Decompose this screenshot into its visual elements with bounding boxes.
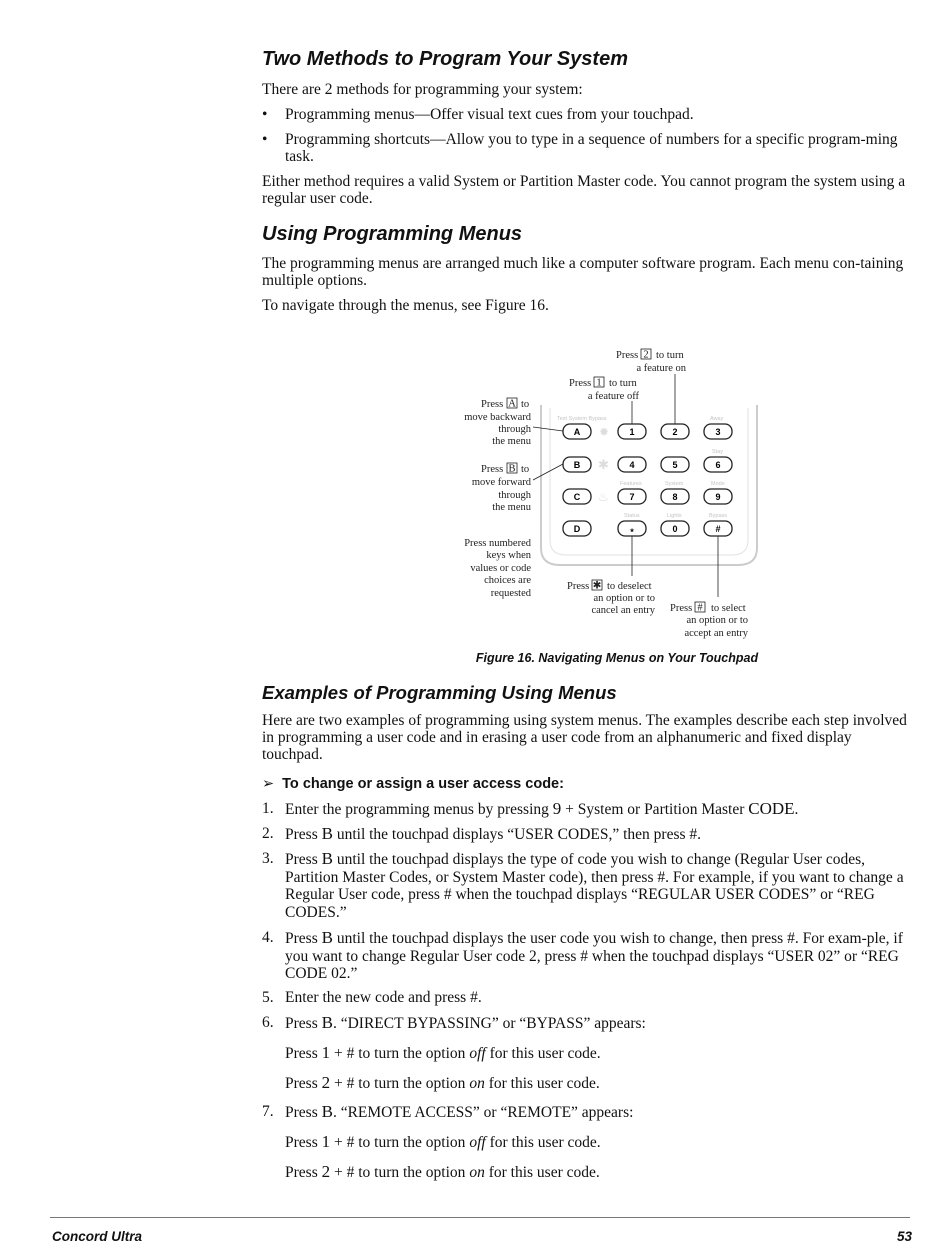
step-number: 4. <box>262 929 274 946</box>
svg-text:B: B <box>573 460 581 470</box>
callout-key-2 <box>616 349 687 374</box>
key-5[interactable] <box>661 457 689 472</box>
callout-key-b <box>472 463 532 513</box>
page-number: 53 <box>896 1229 912 1244</box>
heading-using-menus: Using Programming Menus <box>262 223 523 245</box>
svg-text:6: 6 <box>715 460 721 470</box>
faint-label: Mode <box>711 481 725 487</box>
key-6[interactable] <box>704 457 732 472</box>
svg-text:0: 0 <box>672 524 678 534</box>
footer-rule <box>50 1217 910 1218</box>
faint-label: System <box>665 481 684 487</box>
step-text: Press B until the touchpad displays “USER CODES,” then press #. <box>285 824 702 843</box>
svg-text:through: through <box>498 490 531 501</box>
callout-key-a <box>464 398 532 447</box>
key-4[interactable] <box>618 457 646 472</box>
paragraph-menus: The programming menus are arranged much like a computer software program. Each menu con-taining multiple options. <box>262 255 904 289</box>
key-0[interactable] <box>661 521 689 536</box>
faint-label: Stay <box>712 449 724 455</box>
key-b[interactable] <box>563 457 591 472</box>
faint-sun-icon: ✹ <box>599 425 610 439</box>
svg-text:cancel an entry: cancel an entry <box>591 605 655 616</box>
svg-text:Press numbered: Press numbered <box>464 538 531 549</box>
step-number: 2. <box>262 825 274 842</box>
callout-key-hash <box>670 602 749 639</box>
svg-text:to: to <box>521 464 530 475</box>
callout-numbered-keys <box>464 538 532 599</box>
paragraph-examples: Here are two examples of programming using system menus. The examples describe each step involved in programming a user code and in erasing a user code from an alphanumeric and fixed display touchpad. <box>262 712 907 763</box>
footer-title: Concord Ultra <box>52 1229 143 1244</box>
substep: Press 2 + # to turn the option on for this user code. <box>285 1073 600 1092</box>
bullet-mark: • <box>262 106 268 123</box>
svg-text:Press: Press <box>567 581 590 592</box>
faint-flame-icon: ♨ <box>598 490 609 504</box>
svg-text:A: A <box>508 398 516 410</box>
svg-text:move backward: move backward <box>464 412 531 423</box>
svg-text:Press: Press <box>670 603 693 614</box>
substep: Press 1 + # to turn the option off for this user code. <box>285 1132 601 1151</box>
svg-text:a feature off: a feature off <box>587 391 639 402</box>
svg-text:D: D <box>573 524 581 534</box>
key-9[interactable] <box>704 489 732 504</box>
step-text: Enter the new code and press #. <box>285 989 482 1006</box>
svg-text:Press: Press <box>569 378 592 389</box>
svg-text:Press: Press <box>481 399 504 410</box>
svg-text:3: 3 <box>715 427 721 437</box>
faint-star-icon: ✱ <box>598 457 609 472</box>
step-number: 1. <box>262 800 274 817</box>
paragraph-intro: There are 2 methods for programming your system: <box>262 81 583 98</box>
svg-text:#: # <box>715 524 721 534</box>
key-7[interactable] <box>618 489 646 504</box>
svg-text:an option or to: an option or to <box>593 593 655 604</box>
leader-line <box>533 427 563 431</box>
svg-text:values or code: values or code <box>470 563 531 574</box>
callout-key-1 <box>569 377 639 402</box>
svg-text:C: C <box>573 492 581 502</box>
step-number: 3. <box>262 850 274 867</box>
step-text: Enter the programming menus by pressing 9 + System or Partition Master CODE. <box>285 799 799 818</box>
step-number: 5. <box>262 989 274 1006</box>
faint-label: Status <box>624 513 640 519</box>
svg-text:the menu: the menu <box>492 502 531 513</box>
leader-line <box>533 464 563 480</box>
task-heading-text: To change or assign a user access code: <box>282 776 564 792</box>
svg-text:5: 5 <box>672 460 678 470</box>
key-hash[interactable] <box>704 521 732 536</box>
key-c[interactable] <box>563 489 591 504</box>
task-heading <box>262 776 564 792</box>
svg-text:to: to <box>521 399 530 410</box>
svg-text:A: A <box>573 427 581 437</box>
svg-text:*: * <box>630 527 634 537</box>
step-text: Press B until the touchpad displays the type of code you wish to change (Regular User codes, Partition Master Codes, or System Master code), then press #. For example, if you want to change a Regular User code, press # when the touchpad displays “REGULAR USER CODES” or “REG CODES.” <box>285 849 904 921</box>
svg-text:B: B <box>508 463 516 475</box>
step-number: 7. <box>262 1103 274 1120</box>
paragraph-requirement: Either method requires a valid System or Partition Master code. You cannot program the system using a regular user code. <box>262 173 906 207</box>
faint-label: Lights <box>667 513 682 519</box>
touchpad-figure <box>440 340 780 645</box>
svg-text:Press: Press <box>481 464 504 475</box>
svg-text:through: through <box>498 424 531 435</box>
key-a[interactable] <box>563 424 591 439</box>
step-text: Press B. “REMOTE ACCESS” or “REMOTE” appears: <box>285 1102 634 1121</box>
svg-text:2: 2 <box>643 349 649 361</box>
svg-text:2: 2 <box>672 427 678 437</box>
heading-two-methods: Two Methods to Program Your System <box>262 48 628 70</box>
svg-text:1: 1 <box>596 377 602 389</box>
svg-text:a feature on: a feature on <box>636 363 686 374</box>
figure-caption: Figure 16. Navigating Menus on Your Touchpad <box>475 651 759 665</box>
svg-text:to turn: to turn <box>609 378 637 389</box>
faint-label: Bypass <box>709 513 728 519</box>
svg-text:4: 4 <box>629 460 635 470</box>
faint-label: Test System Bypass <box>557 416 607 422</box>
svg-text:to turn: to turn <box>656 350 684 361</box>
svg-text:9: 9 <box>715 492 721 502</box>
substep: Press 1 + # to turn the option off for this user code. <box>285 1043 601 1062</box>
svg-text:choices are: choices are <box>484 575 531 586</box>
svg-text:✱: ✱ <box>592 580 602 592</box>
arrow-icon: ➢ <box>262 776 275 792</box>
svg-text:Press: Press <box>616 350 639 361</box>
faint-label: Features <box>620 481 642 487</box>
svg-text:move forward: move forward <box>471 477 531 488</box>
key-8[interactable] <box>661 489 689 504</box>
svg-text:an option or to: an option or to <box>686 615 748 626</box>
svg-text:7: 7 <box>629 492 635 502</box>
key-3[interactable] <box>704 424 732 439</box>
svg-text:1: 1 <box>629 427 635 437</box>
svg-text:keys when: keys when <box>486 550 531 561</box>
step-number: 6. <box>262 1014 274 1031</box>
svg-text:to deselect: to deselect <box>607 581 652 592</box>
step-text: Press B until the touchpad displays the user code you wish to change, then press #. For exam-ple, if you want to change Regular User code 2, press # when the touchpad displays “USER 02” or “REG CODE 02.” <box>285 928 903 982</box>
key-d[interactable] <box>563 521 591 536</box>
key-star[interactable] <box>618 521 646 537</box>
svg-text:requested: requested <box>490 588 531 599</box>
faint-label: Away <box>710 416 724 422</box>
svg-text:to select: to select <box>711 603 746 614</box>
paragraph-see-figure: To navigate through the menus, see Figure 16. <box>262 297 549 314</box>
key-1[interactable] <box>618 424 646 439</box>
callout-key-star <box>567 580 656 617</box>
bullet-text: Programming menus—Offer visual text cues from your touchpad. <box>285 106 694 123</box>
bullet-mark: • <box>262 131 268 148</box>
step-text: Press B. “DIRECT BYPASSING” or “BYPASS” appears: <box>285 1013 646 1032</box>
key-2[interactable] <box>661 424 689 439</box>
svg-text:#: # <box>697 602 703 614</box>
heading-examples: Examples of Programming Using Menus <box>262 682 617 703</box>
bullet-text: Programming shortcuts—Allow you to type in a sequence of numbers for a specific program-ming task. <box>285 131 898 165</box>
svg-text:the menu: the menu <box>492 436 531 447</box>
svg-text:accept an entry: accept an entry <box>684 628 748 639</box>
substep: Press 2 + # to turn the option on for this user code. <box>285 1162 600 1181</box>
svg-text:8: 8 <box>672 492 678 502</box>
